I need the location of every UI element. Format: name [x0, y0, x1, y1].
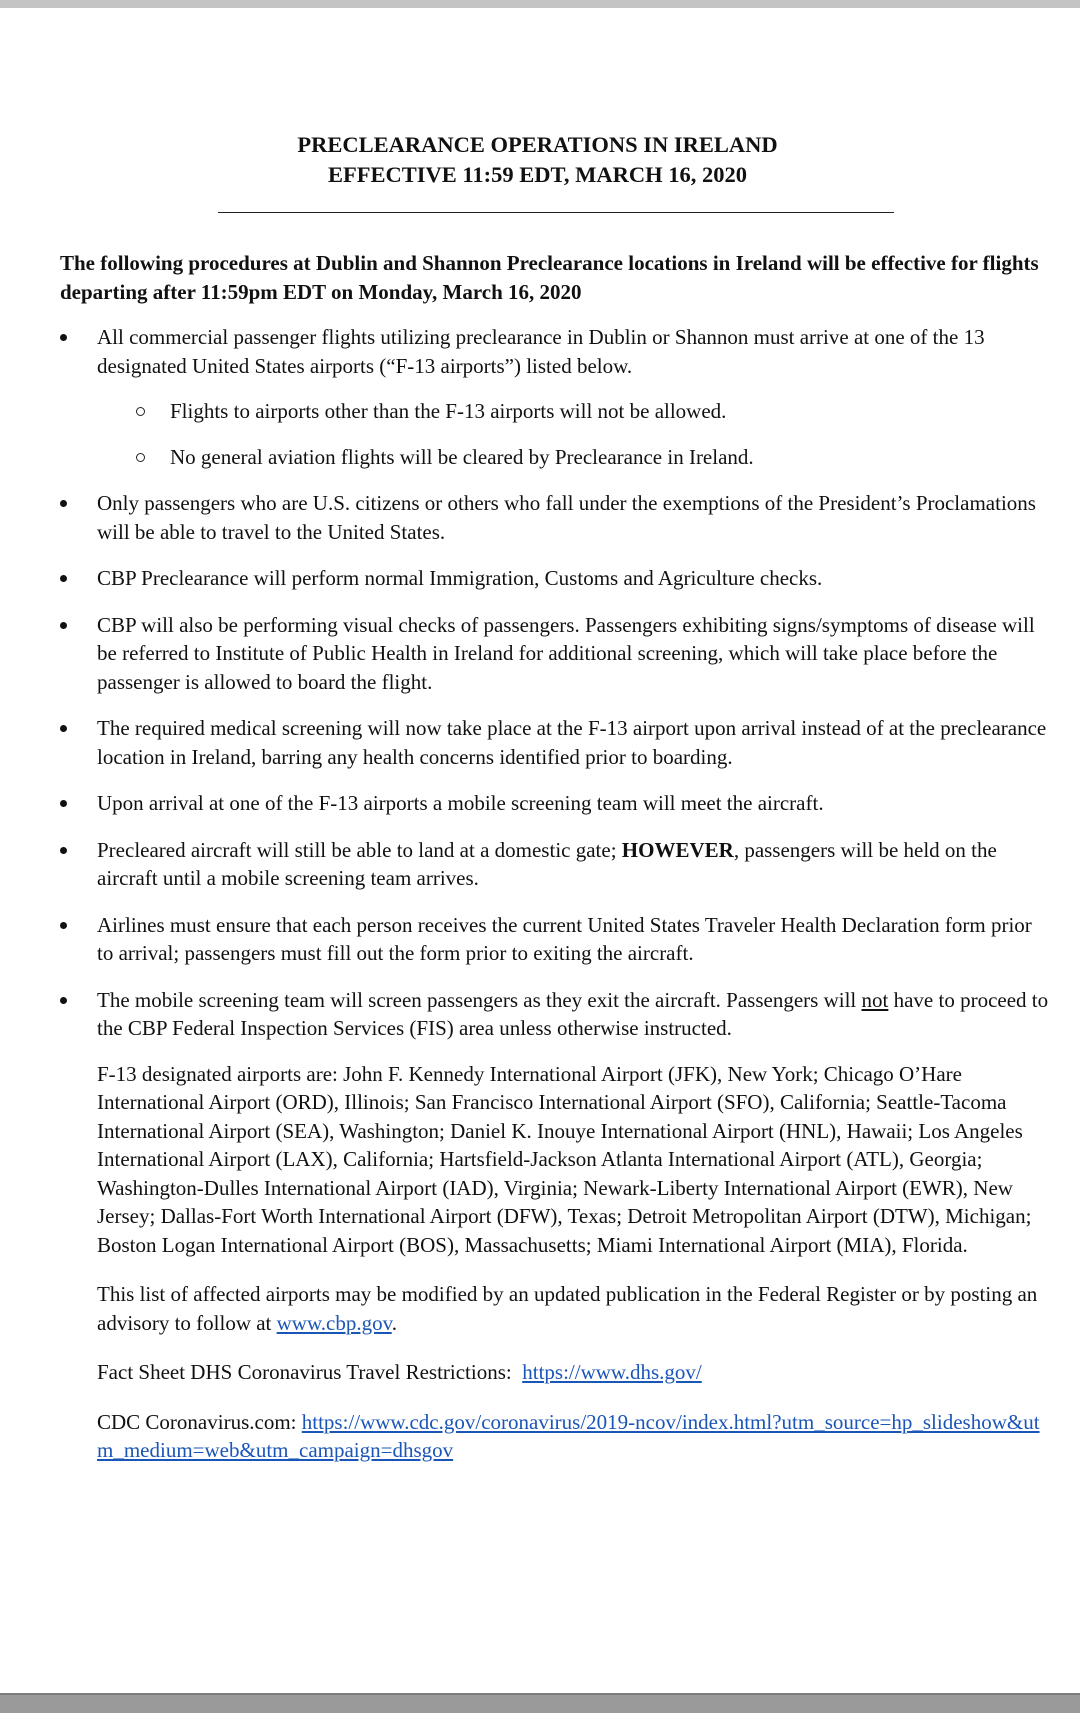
- fact-sheet-paragraph: [60, 1358, 1050, 1387]
- procedure-text-before: The mobile screening team will screen passengers as they exit the aircraft. Passengers will: [97, 987, 862, 1012]
- procedure-text: CBP will also be performing visual checks of passengers. Passengers exhibiting signs/symptoms of disease will be referred to Institute of Public Health in Ireland for additional screening, which will take place before the passenger is allowed to board the flight.: [97, 612, 1035, 694]
- procedure-item: [60, 611, 1050, 697]
- document-content: [60, 130, 1050, 1486]
- bullet-icon: [60, 500, 67, 507]
- bullet-icon: [60, 725, 67, 732]
- circle-bullet-icon: [136, 407, 145, 416]
- bullet-icon: [60, 334, 67, 341]
- sub-item-text: No general aviation flights will be cleared by Preclearance in Ireland.: [170, 444, 754, 469]
- procedure-item: [60, 564, 1050, 593]
- cdc-link[interactable]: https://www.cdc.gov/coronavirus/2019-ncov/index.html?utm_source=hp_slideshow&utm_medium=web&utm_campaign=dhsgov: [97, 1409, 1040, 1462]
- cbp-link[interactable]: www.cbp.gov: [276, 1310, 392, 1335]
- procedure-text-after: , passengers will be held on the aircraft until a mobile screening team arrives.: [97, 837, 997, 890]
- dhs-link[interactable]: https://www.dhs.gov/: [522, 1360, 702, 1384]
- sub-item: [60, 443, 1050, 472]
- cdc-label: CDC Coronavirus.com:: [97, 1409, 302, 1434]
- advisory-paragraph: [60, 1280, 1050, 1337]
- procedure-item: [60, 714, 1050, 771]
- sub-item-text: Flights to airports other than the F-13 airports will not be allowed.: [170, 399, 727, 423]
- procedure-text: CBP Preclearance will perform normal Immigration, Customs and Agriculture checks.: [97, 566, 823, 590]
- procedures-list: [60, 323, 1050, 1043]
- title-underline-rule: [218, 212, 894, 213]
- bullet-icon: [60, 800, 67, 807]
- procedure-text: All commercial passenger flights utilizing preclearance in Dublin or Shannon must arrive at one of the 13 designated United States airports (“F-13 airports”) listed below.: [97, 325, 985, 378]
- airports-paragraph: F-13 designated airports are: John F. Kennedy International Airport (JFK), New York; Chicago O’Hare International Airport (ORD), Illinois; San Francisco International Airport (SFO), California; Seattle-Tacoma International Airport (SEA), Washington; Daniel K. Inouye International Airport (HNL), Hawaii; Los Angeles International Airport (LAX), California; Hartsfield-Jackson Atlanta International Airport (ATL), Georgia; Washington-Dulles International Airport (IAD), Virginia; Newark-Liberty International Airport (EWR), New Jersey; Dallas-Fort Worth International Airport (DFW), Texas; Detroit Metropolitan Airport (DTW), Michigan; Boston Logan International Airport (BOS), Massachusetts; Miami International Airport (MIA), Florida.: [97, 1061, 1032, 1257]
- procedure-text: The required medical screening will now take place at the F-13 airport upon arrival instead of at the preclearance location in Ireland, barring any health concerns identified prior to boarding.: [97, 716, 1047, 769]
- procedure-text-before: Precleared aircraft will still be able to land at a domestic gate;: [97, 837, 622, 862]
- procedure-item: [60, 323, 1050, 471]
- emphasis-however: HOWEVER: [621, 837, 734, 862]
- advisory-period: .: [391, 1310, 397, 1335]
- fact-sheet-label: Fact Sheet DHS Coronavirus Travel Restrictions:: [97, 1360, 523, 1384]
- viewer-top-edge: [0, 0, 1080, 8]
- document-title: [60, 130, 1050, 190]
- procedure-item: [60, 986, 1050, 1043]
- procedure-text: Only passengers who are U.S. citizens or others who fall under the exemptions of the President’s Proclamations will be able to travel to the United States.: [97, 491, 1036, 544]
- procedure-item: [60, 789, 1050, 818]
- procedure-item: [60, 489, 1050, 546]
- sub-item: [60, 397, 1050, 426]
- procedure-text-after: have to proceed to the CBP Federal Inspection Services (FIS) area unless otherwise instructed.: [97, 987, 1049, 1040]
- procedure-text: Upon arrival at one of the F-13 airports a mobile screening team will meet the aircraft.: [97, 791, 824, 815]
- emphasis-not: not: [861, 987, 889, 1012]
- sub-list: [60, 397, 1050, 471]
- viewer-bottom-edge: [0, 1693, 1080, 1713]
- title-line-2: EFFECTIVE 11:59 EDT, MARCH 16, 2020: [328, 162, 747, 187]
- bullet-icon: [60, 847, 67, 854]
- bullet-icon: [60, 622, 67, 629]
- bullet-icon: [60, 997, 67, 1004]
- procedure-item: [60, 911, 1050, 968]
- document-page: [0, 8, 1080, 1693]
- advisory-text: This list of affected airports may be modified by an updated publication in the Federal Register or by posting an advisory to follow at: [97, 1282, 1038, 1335]
- bullet-icon: [60, 922, 67, 929]
- title-line-1: PRECLEARANCE OPERATIONS IN IRELAND: [297, 132, 778, 157]
- procedure-text: Airlines must ensure that each person receives the current United States Traveler Health Declaration form prior to arrival; passengers must fill out the form prior to exiting the aircraft.: [97, 912, 1032, 965]
- procedure-item: [60, 836, 1050, 893]
- bullet-icon: [60, 575, 67, 582]
- intro-paragraph: The following procedures at Dublin and Shannon Preclearance locations in Ireland will be effective for flights departing after 11:59pm EDT on Monday, March 16, 2020: [60, 251, 1039, 304]
- circle-bullet-icon: [136, 453, 145, 462]
- cdc-paragraph: [60, 1408, 1050, 1465]
